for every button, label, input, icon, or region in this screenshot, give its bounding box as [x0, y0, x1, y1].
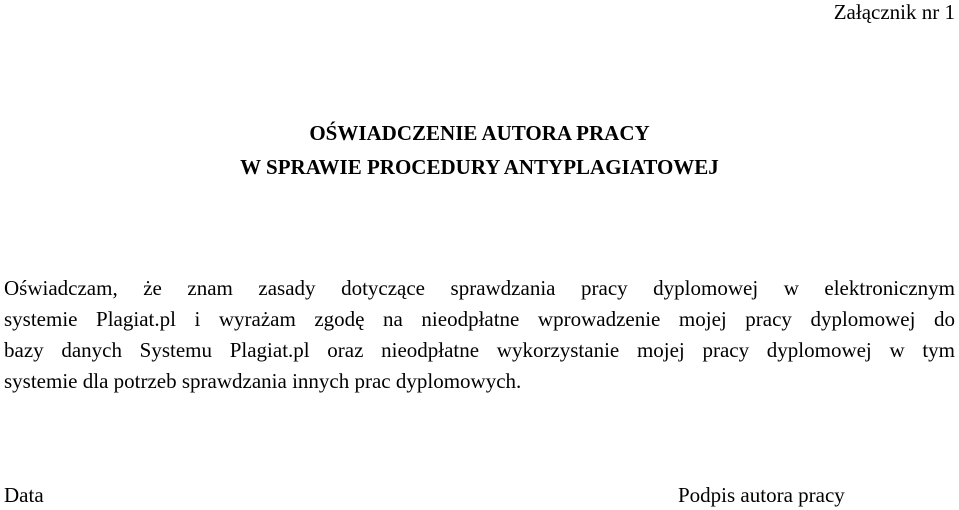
- paragraph-line-1: Oświadczam, że znam zasady dotyczące sprawdzania pracy dyplomowej w elektronicznym: [4, 276, 955, 300]
- paragraph-line-2: systemie Plagiat.pl i wyrażam zgodę na nieodpłatne wprowadzenie mojej pracy dyplomowej do: [4, 307, 955, 331]
- paragraph-line-4: systemie dla potrzeb sprawdzania innych prac dyplomowych.: [4, 369, 522, 393]
- title-line-2: W SPRAWIE PROCEDURY ANTYPLAGIATOWEJ: [240, 155, 719, 179]
- date-label: Data: [4, 483, 44, 507]
- annex-label: Załącznik nr 1: [833, 0, 955, 24]
- paragraph-line-3: bazy danych Systemu Plagiat.pl oraz nieodpłatne wykorzystanie mojej pracy dyplomowej w tym: [4, 338, 955, 362]
- title-line-1: OŚWIADCZENIE AUTORA PRACY: [309, 121, 650, 145]
- signature-label: Podpis autora pracy: [678, 483, 845, 507]
- declaration-paragraph: [4, 273, 955, 397]
- document-title: [0, 116, 959, 184]
